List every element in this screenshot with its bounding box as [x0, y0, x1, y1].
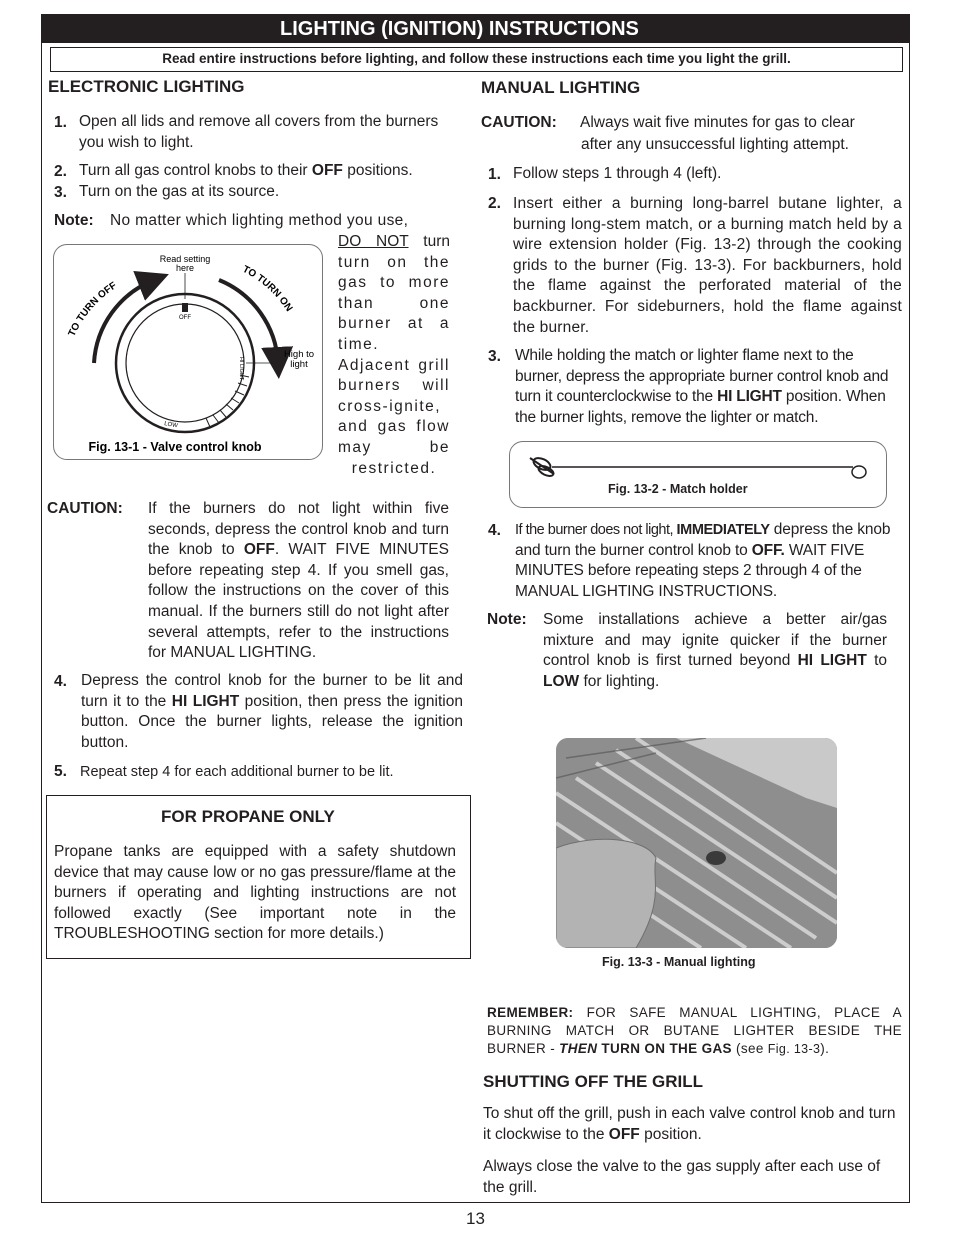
electronic-step3: Turn on the gas at its source. — [79, 183, 280, 200]
match-holder-figure — [509, 441, 887, 508]
manual-note-text: Some installations achieve a better air/gas mixture and may ignite quicker if the burner control knob is first turned beyond HI LIGHT to LOW for lighting. — [543, 611, 888, 690]
shutting-off-paragraph-2: Always close the valve to the gas supply after each use of the grill. — [483, 1158, 881, 1196]
off-position-label: OFF — [179, 315, 191, 321]
valve-control-knob-figure — [53, 244, 323, 460]
electronic-step5-number: 5. — [54, 763, 67, 780]
fig-13-3-caption: Fig. 13-3 - Manual lighting — [602, 955, 756, 969]
high-to-label: High to — [283, 349, 315, 360]
electronic-note-rest: turn on the gas to more than one burner at a time. Adjacent grill burners will cross-ignite, and gas flow may be restricted. — [338, 253, 450, 477]
manual-note-label: Note: — [487, 611, 527, 628]
manual-caution-line2: after any unsuccessful lighting attempt. — [581, 136, 849, 153]
read-setting-label: Read setting — [159, 254, 211, 264]
svg-text:TO TURN ON — [241, 264, 295, 314]
to-turn-off-label: TO TURN OFF — [66, 280, 119, 339]
page-number: 13 — [466, 1209, 485, 1228]
electronic-note-label: Note: — [54, 212, 94, 229]
manual-step1: Follow steps 1 through 4 (left). — [513, 165, 722, 182]
hi-light-dial-label: HI LIGHT — [238, 357, 244, 381]
low-dial-label: LOW — [163, 421, 179, 430]
manual-step4-number: 4. — [488, 522, 501, 539]
electronic-step1: Open all lids and remove all covers from the burners you wish to light. — [79, 113, 439, 151]
propane-only-box — [46, 795, 471, 959]
electronic-step2-number: 2. — [54, 163, 67, 180]
propane-body: Propane tanks are equipped with a safety shutdown device that may cause low or no gas pressure/flame at the burners if operating and lighting instructions are not followed exactly (See important note in the TROUBLESHOOTING section for more details.) — [54, 843, 456, 943]
manual-step2: Insert either a burning long-barrel butane lighter, a burning long-stem match, or a burning match held by a wire extension holder (Fig. 13-2) through the cooking grids to the burner (Fig. 13-3). For backburners, hold the flame against the perforated material of the backburner. For sideburners, hold the flame against the burner. — [513, 195, 902, 336]
electronic-note-body: DO NOT turn turn on the gas to more than one burner at a time. Adjacent grill burners will cross-ignite, and gas flow may be restricted. — [338, 232, 450, 479]
manual-caution-line1: Always wait five minutes for gas to clear — [580, 114, 855, 131]
manual-caution-label: CAUTION: — [481, 114, 557, 131]
here-label: here — [175, 263, 195, 273]
electronic-lighting-heading: ELECTRONIC LIGHTING — [48, 77, 245, 96]
propane-heading: FOR PROPANE ONLY — [161, 807, 335, 826]
electronic-step5: Repeat step 4 for each additional burner to be lit. — [80, 764, 394, 780]
shutting-off-paragraph-1: To shut off the grill, push in each valve control knob and turn it clockwise to the OFF position. — [483, 1105, 896, 1143]
manual-step3: While holding the match or lighter flame next to the burner, depress the appropriate burner control knob and turn it counterclockwise to the HI LIGHT position. When the burner lights, remove the lighter or match. — [515, 347, 889, 426]
remember-note: REMEMBER: FOR SAFE MANUAL LIGHTING, PLACE A BURNING MATCH OR BUTANE LIGHTER BESIDE THE BURNER - THEN TURN ON THE GAS (see Fig. 13-3). — [487, 1005, 902, 1056]
read-instructions-notice: Read entire instructions before lighting, and follow these instructions each time you light the grill. — [50, 47, 903, 72]
svg-text:TO TURN OFF — [67, 280, 119, 338]
electronic-step4-number: 4. — [54, 673, 67, 690]
fig-13-1-caption: Fig. 13-1 - Valve control knob — [88, 440, 262, 454]
manual-step4: If the burner does not light, IMMEDIATELY depress the knob and turn the burner control knob to OFF. WAIT FIVE MINUTES before repeating steps 2 through 4 of the MANUAL LIGHTING INSTRUCTIONS. — [515, 521, 891, 600]
electronic-caution-text: If the burners do not light within five seconds, depress the control knob and turn the knob to OFF. WAIT FIVE MINUTES before repeating step 4. If you smell gas, follow the instructions on the cover of this manual. If the burners still do not light after several attempts, refer to the instructions for MANUAL LIGHTING. — [148, 500, 449, 662]
manual-lighting-photo — [556, 738, 837, 948]
fig-13-2-caption: Fig. 13-2 - Match holder — [608, 482, 748, 496]
light-label: light — [290, 359, 308, 370]
page-title: LIGHTING (IGNITION) INSTRUCTIONS — [42, 15, 909, 43]
electronic-note-line1: No matter which lighting method you use, — [110, 212, 409, 229]
shutting-off-heading: SHUTTING OFF THE GRILL — [483, 1072, 704, 1091]
manual-step2-number: 2. — [488, 195, 501, 212]
electronic-step2: Turn all gas control knobs to their OFF positions. — [79, 162, 413, 179]
manual-lighting-heading: MANUAL LIGHTING — [481, 78, 641, 97]
electronic-step4: Depress the control knob for the burner to be lit and turn it to the HI LIGHT position, then press the ignition button. Once the burner lights, release the ignition button. — [81, 672, 463, 751]
manual-step3-number: 3. — [488, 348, 501, 365]
to-turn-on-label: TO TURN ON — [240, 263, 295, 314]
electronic-step3-number: 3. — [54, 184, 67, 201]
manual-step1-number: 1. — [488, 166, 501, 183]
electronic-step1-number: 1. — [54, 114, 67, 131]
electronic-caution-label: CAUTION: — [47, 500, 123, 517]
